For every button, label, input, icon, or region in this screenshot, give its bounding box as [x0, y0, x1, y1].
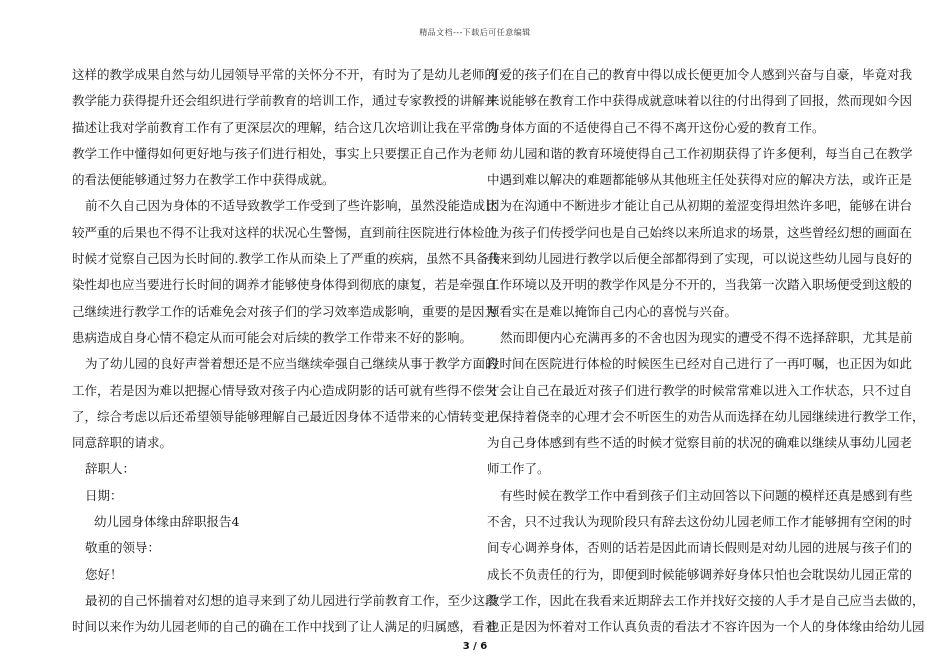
text-line: 我来到幼儿园进行教学以后便全部都得到了实现，可以说这些幼儿园与良好的: [487, 251, 913, 267]
text-line: 的看法便能够通过努力在教学工作中获得成就。: [72, 172, 335, 188]
text-line: 可爱的孩子们在自己的教育中得以成长便更加令人感到兴奋与自豪，毕竟对我: [487, 67, 913, 82]
text-line: 时候才觉察自己因为长时间的.教学工作从而染上了严重的疾病，虽然不具备传: [72, 251, 501, 267]
text-line: 有些时候在教学工作中看到孩子们主动回答以下问题的模样还真是感到有些: [500, 487, 913, 503]
text-line: 师工作了。: [487, 461, 550, 477]
left-column: [72, 62, 501, 641]
text-line: 时间以来作为幼儿园老师的自己的确在工作中找到了让人满足的归属感，看着: [72, 619, 498, 635]
text-line: 间专心调养身体，否则的话若是因此而请长假则是对幼儿园的进展与孩子们的: [487, 540, 913, 556]
text-line: 教学能力获得提升还会组织进行学前教育的培训工作，通过专家教授的讲解并: [72, 93, 498, 109]
text-line: 为自己身体感到有些不适的时候才觉察目前的状况的确难以继续从事幼儿园老: [487, 435, 913, 451]
right-column: [487, 62, 925, 641]
text-line: 成长不负责任的行为，即便到时候能够调养好身体只怕也会耽误幼儿园正常的: [487, 566, 913, 582]
text-line: 教学工作中懂得如何更好地与孩子们进行相处，事实上只要摆正自己作为老师: [72, 145, 498, 161]
text-line: 这样的教学成果自然与幼儿园领导平常的关怀分不开，有时为了是幼儿老师的: [72, 67, 498, 82]
text-line: 为了幼儿园的良好声誉着想还是不应当继续牵强自己继续从事于教学方面的: [85, 356, 498, 372]
text-line: 染性却也应当要进行长时间的调养才能够使身体得到彻底的康复，若是牵强自: [72, 277, 498, 293]
text-line: 工作环境以及开明的教学作风是分不开的，当我第一次踏入职场便受到这般的: [487, 277, 913, 293]
text-line: 己保持着侥幸的心理才会不听医生的劝告从而选择在幼儿园继续进行教学工作，: [487, 408, 925, 424]
text-line: 照看实在是难以掩饰自己内心的喜悦与兴奋。: [487, 303, 738, 319]
text-line: 同意辞职的请求。: [72, 435, 173, 451]
text-line: 教学工作，因此在我看来近期辞去工作并找好交接的人手才是自己应当去做的，: [487, 592, 925, 608]
text-line: 前不久自己因为身体的不适导致教学工作受到了些许影响，虽然没能造成比: [85, 198, 498, 214]
text-line: 来说能够在教育工作中获得成就意味着以往的付出得到了回报，然而现如今因: [487, 93, 913, 109]
text-line: 工作，若是因为难以把握心情导致对孩子内心造成阴影的话可就有些得不偿失: [72, 382, 498, 398]
text-line: 幼儿园身体缘由辞职报告4: [94, 514, 240, 530]
text-line: 上为孩子们传授学问也是自己始终以来所追求的场景，这些曾经幻想的画面在: [487, 224, 913, 240]
page-number: 3 / 6: [462, 641, 488, 652]
text-line: 了，综合考虑以后还希望领导能够理解自己最近因身体不适带来的心情转变并: [72, 408, 498, 424]
text-line: 也正是因为怀着对工作认真负责的看法才不容许因为一个人的身体缘由给幼儿园: [487, 619, 925, 635]
text-line: 日期：: [85, 487, 123, 503]
text-line: 较严重的后果也不得不让我对这样的状况心生警惕，直到前往医院进行体检的: [72, 224, 498, 240]
text-line: 为身体方面的不适使得自己不得不离开这份心爱的教育工作。: [487, 119, 825, 135]
text-line: 您好！: [85, 566, 123, 582]
text-line: 段时间在医院进行体检的时候医生已经对自己进行了一再叮嘱，也正因为如此: [487, 356, 913, 372]
text-line: 不舍，只不过我认为现阶段只有辞去这份幼儿园老师工作才能够拥有空闲的时: [487, 514, 913, 530]
text-line: 因为在沟通中不断进步才能让自己从初期的羞涩变得坦然许多吧，能够在讲台: [487, 198, 913, 214]
text-line: 最初的自己怀揣着对幻想的追寻来到了幼儿园进行学前教育工作，至少这段: [85, 592, 498, 608]
text-line: 然而即便内心充满再多的不舍也因为现实的遭受不得不选择辞职，尤其是前: [500, 329, 913, 345]
text-line: 中遇到难以解决的难题都能够从其他班主任处获得对应的解决方法，或许正是: [487, 172, 913, 188]
text-line: 才会让自己在最近对孩子们进行教学的时候常常难以进入工作状态，只不过自: [487, 382, 913, 398]
text-line: 辞职人：: [85, 461, 136, 477]
text-line: 幼儿园和谐的教育环境使得自己工作初期获得了许多便利，每当自己在教学: [500, 145, 913, 161]
text-line: 己继续进行教学工作的话难免会对孩子们的学习效率造成影响，重要的是因为: [72, 303, 498, 319]
text-line: 描述让我对学前教育工作有了更深层次的理解，结合这几次培训让我在平常的: [72, 119, 498, 135]
page-header: 精品文档---下载后可任意编辑: [419, 28, 531, 37]
text-line: 患病造成自身心情不稳定从而可能会对后续的教学工作带来不好的影响。: [72, 329, 473, 345]
text-line: 敬重的领导：: [85, 540, 161, 556]
